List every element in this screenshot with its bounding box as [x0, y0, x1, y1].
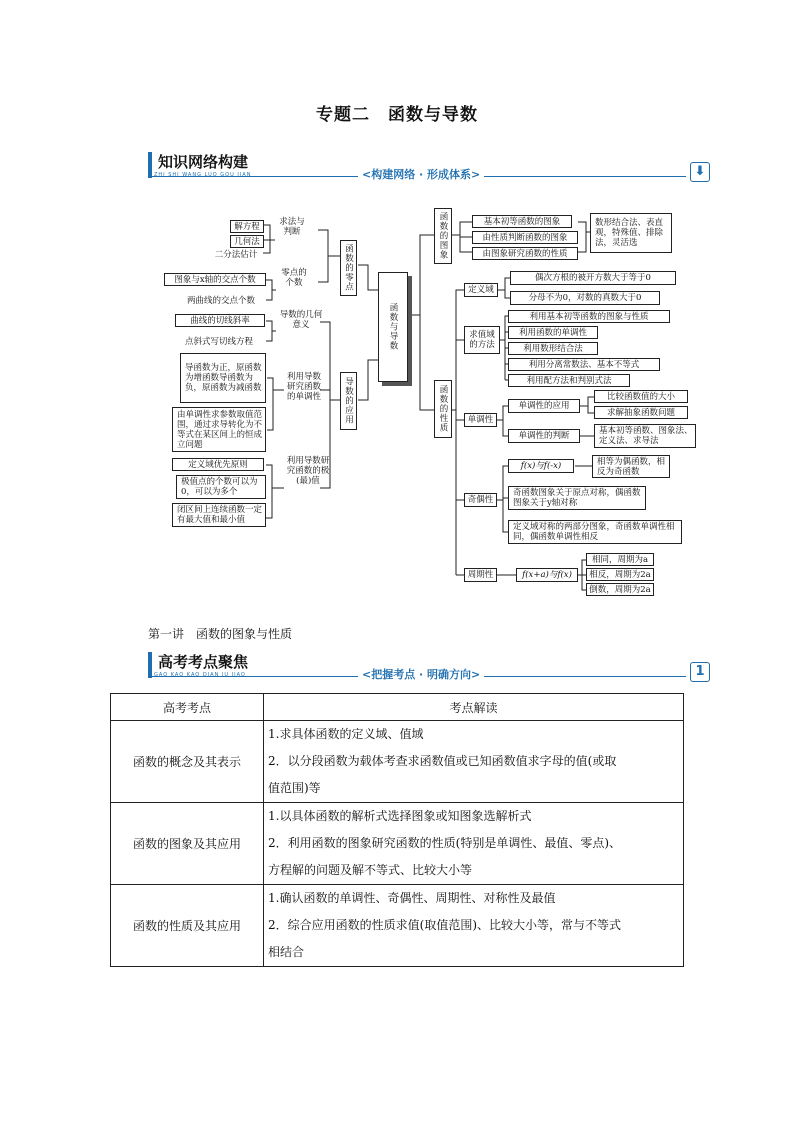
mindmap-node: 导数的几何意义 — [279, 310, 323, 330]
mindmap-node: 奇函数图象关于原点对称，偶函数图象关于y轴对称 — [508, 486, 646, 510]
desc-line: 2．以分段函数为载体考查求函数值或已知函数值求字母的值(或取 — [268, 754, 617, 768]
desc-line: 1.以具体函数的解析式选择图象或知图象选解析式 — [268, 809, 532, 823]
mindmap-node: 数形结合法、表直观，特殊值、排除法，灵活选 — [590, 213, 672, 253]
desc-line: 1.求具体函数的定义域、值域 — [268, 727, 424, 741]
mindmap-node: 定义域优先原则 — [172, 458, 264, 471]
mindmap-node: 单调性的判断 — [508, 429, 580, 443]
mindmap-node: 基本初等函数的图象 — [472, 215, 572, 228]
mindmap-node: 点斜式写切线方程 — [184, 337, 253, 347]
mindmap-node: 利用配方法和判别式法 — [508, 374, 630, 387]
table-header: 高考考点 — [111, 694, 264, 721]
table-row — [111, 721, 684, 803]
mindmap-node: 由图象研究函数的性质 — [472, 247, 578, 260]
mindmap-node: 利用导数研究函数的极(最)值 — [286, 456, 330, 486]
table-row — [111, 885, 684, 967]
table-cell-desc — [264, 721, 684, 803]
page-title: 专题二 函数与导数 — [316, 105, 478, 125]
mindmap-node: 相反，周期为2a — [586, 568, 654, 581]
mindmap-center: 函数与导数 — [378, 272, 408, 382]
section-banner-exam-points — [148, 652, 710, 684]
mindmap-node: 周期性 — [464, 568, 497, 582]
mindmap-node: 定义域 — [464, 283, 498, 297]
desc-line: 方程解的问题及解不等式、比较大小等 — [268, 863, 473, 877]
mindmap-category: 函数的零点 — [340, 240, 357, 296]
mindmap-node: f(x)与f(-x) — [508, 459, 574, 473]
banner-pinyin: ZHI SHI WANG LUO GOU JIAN — [154, 172, 252, 178]
table-cell-topic: 函数的性质及其应用 — [111, 885, 264, 967]
table-row — [111, 803, 684, 885]
mindmap-node: 闭区间上连续函数一定有最大值和最小值 — [172, 503, 266, 527]
desc-line: 值范围)等 — [268, 781, 321, 795]
mindmap-node: 定义域对称的两部分图象，奇函数单调性相同，偶函数单调性相反 — [508, 520, 682, 544]
mindmap-node: 求解抽象函数问题 — [594, 406, 688, 419]
desc-line: 相结合 — [268, 945, 305, 959]
banner-heading: 高考考点聚焦 — [148, 652, 254, 678]
mindmap-node: 倒数，周期为2a — [586, 583, 654, 596]
mindmap-node: 单调性 — [464, 413, 497, 427]
mindmap-node: 利用导数研究函数的单调性 — [286, 372, 321, 402]
mindmap-node: 偶次方根的被开方数大于等于0 — [510, 271, 676, 285]
mindmap-node: 由性质判断函数的图象 — [472, 231, 578, 244]
mindmap-node: 比较函数值的大小 — [594, 390, 688, 403]
mindmap-node: 曲线的切线斜率 — [175, 314, 265, 327]
mindmap-node: 由单调性求参数取值范围，通过求导转化为不等式在某区间上的恒成立问题 — [172, 407, 266, 452]
table-cell-topic: 函数的图象及其应用 — [111, 803, 264, 885]
banner-tagline: <把握考点 · 明确方向> — [358, 666, 484, 682]
mindmap-node: 求值域的方法 — [464, 326, 500, 354]
table-header-row — [111, 694, 684, 721]
mindmap-node: 利用数形结合法 — [508, 342, 598, 355]
mindmap-node: 图象与x轴的交点个数 — [164, 273, 266, 286]
mindmap-node: 二分法估计 — [214, 250, 258, 260]
banner-tagline: <构建网络 · 形成体系> — [358, 166, 484, 182]
mindmap-node: 利用基本初等函数的图象与性质 — [508, 310, 670, 323]
table-cell-desc — [264, 803, 684, 885]
mindmap-node: 解方程 — [230, 220, 264, 233]
mindmap-node: 求法与判断 — [279, 217, 305, 237]
desc-line: 1.确认函数的单调性、奇偶性、周期性、对称性及最值 — [268, 891, 556, 905]
mindmap-category: 函数的图象 — [434, 208, 452, 264]
desc-line: 2．利用函数的图象研究函数的性质(特别是单调性、最值、零点)、 — [268, 836, 622, 850]
lecture-title: 第一讲 函数的图象与性质 — [148, 627, 293, 641]
banner-pinyin: GAO KAO KAO DIAN JU JIAO — [154, 672, 246, 678]
mindmap-node: 相等为偶函数，相反为奇函数 — [592, 455, 670, 478]
mindmap-node: 导函数为正，原函数为增函数导函数为负，原函数为减函数 — [180, 353, 266, 403]
exam-points-table — [110, 693, 684, 967]
mindmap-node: 相同，周期为a — [586, 553, 654, 566]
mindmap-node: f(x+a)与f(x) — [516, 568, 578, 582]
mindmap-category: 导数的应用 — [340, 372, 357, 430]
section-number-badge: 1 — [690, 662, 710, 682]
table-cell-desc — [264, 885, 684, 967]
table-cell-topic: 函数的概念及其表示 — [111, 721, 264, 803]
mindmap-node: 基本初等函数、图象法、定义法、求导法 — [594, 424, 696, 448]
banner-heading: 知识网络构建 — [148, 152, 254, 178]
mindmap-node: 分母不为0，对数的真数大于0 — [510, 291, 660, 305]
mindmap-category: 函数的性质 — [434, 380, 452, 438]
table-header: 考点解读 — [264, 694, 684, 721]
download-arrow-icon: ⬇ — [690, 162, 710, 182]
mindmap-node: 极值点的个数可以为0，可以为多个 — [176, 475, 266, 499]
desc-line: 2．综合应用函数的性质求值(取值范围)、比较大小等，常与不等式 — [268, 918, 622, 932]
mindmap-node: 利用函数的单调性 — [508, 326, 598, 339]
mindmap-node: 单调性的应用 — [508, 399, 580, 413]
mindmap-node: 两曲线的交点个数 — [186, 296, 255, 306]
mindmap-node: 几何法 — [230, 235, 264, 248]
mindmap-node: 奇偶性 — [464, 493, 497, 507]
mindmap-node: 利用分离常数法、基本不等式 — [508, 358, 660, 371]
mindmap-node: 零点的个数 — [281, 268, 307, 288]
